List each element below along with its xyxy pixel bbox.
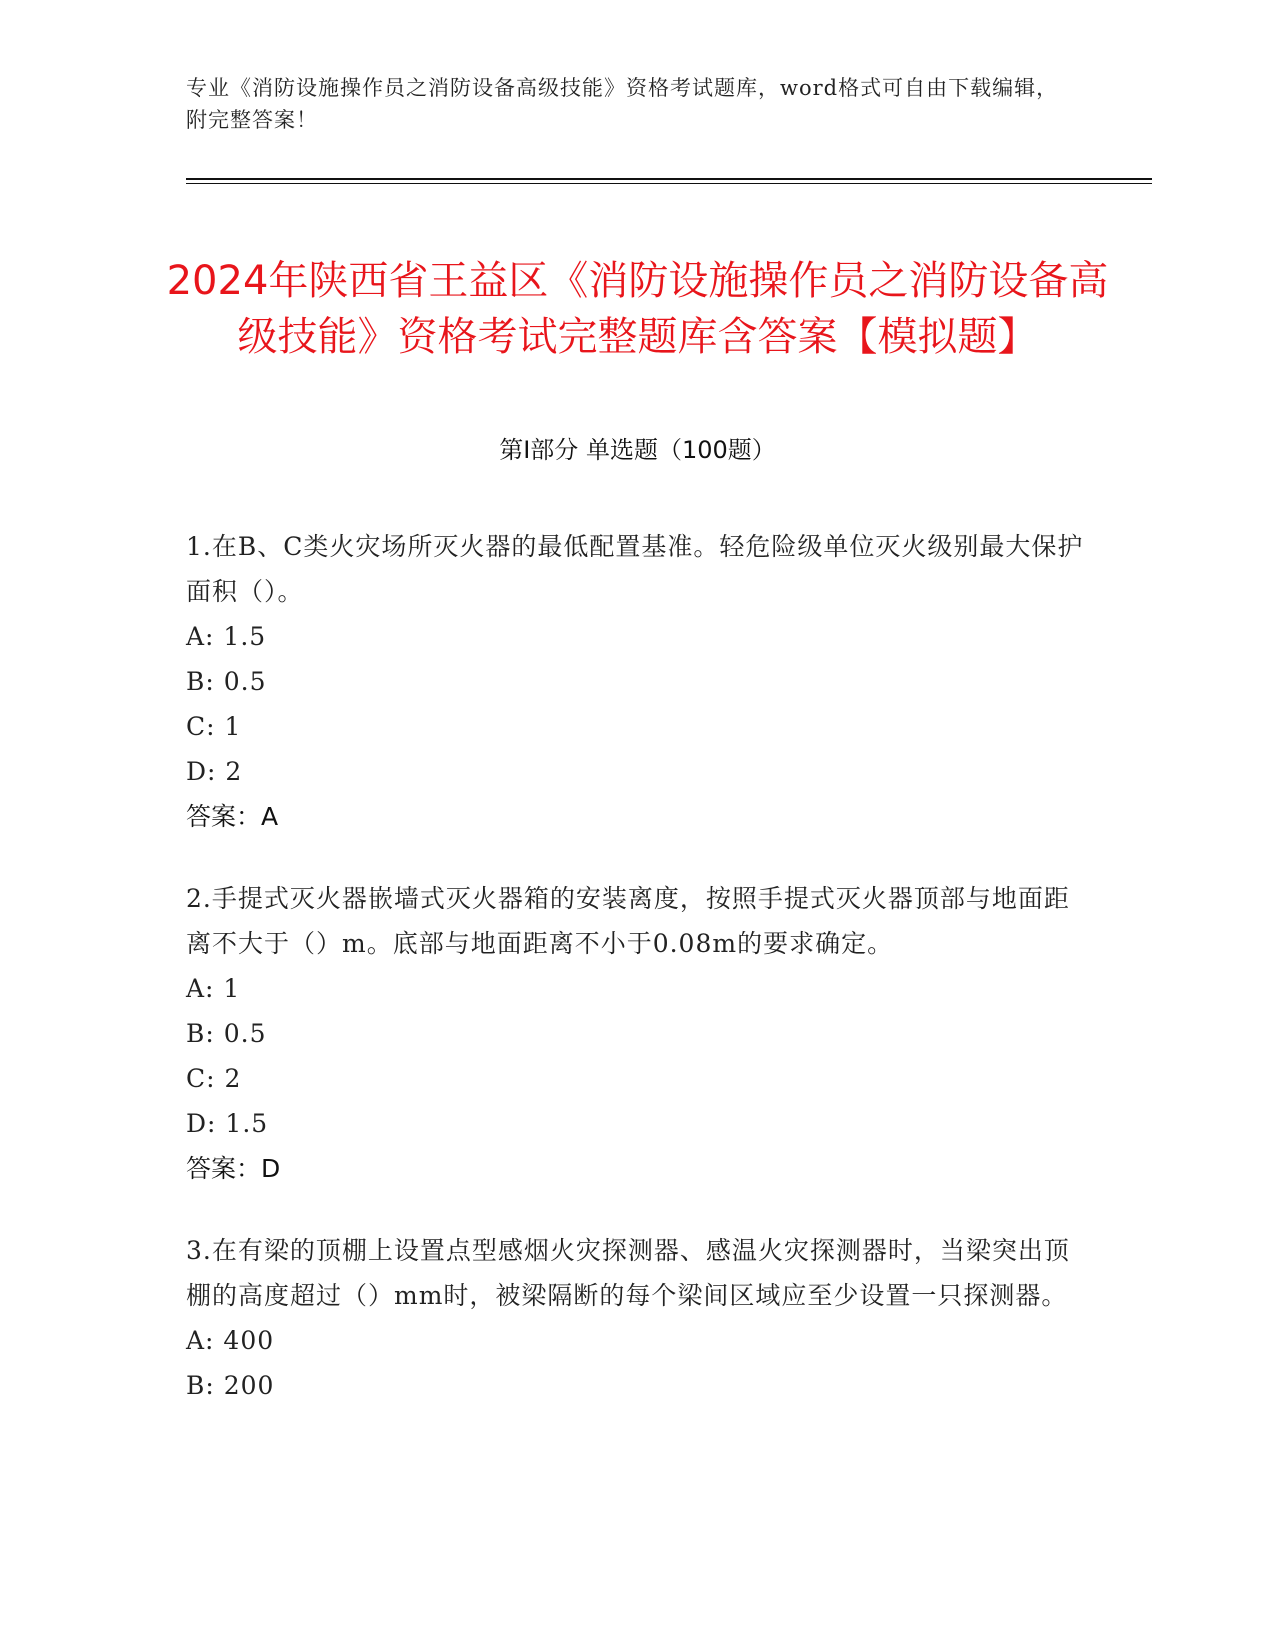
question-2: [186, 876, 1086, 1191]
option-c: C: 2: [186, 1064, 242, 1093]
question-3: [186, 1228, 1086, 1408]
answer: 答案：D: [186, 1154, 281, 1183]
question-stem: 1.在B、C类火灾场所灭火器的最低配置基准。轻危险级单位灭火级别最大保护面积（）。: [186, 532, 1084, 606]
option-c: C: 1: [186, 712, 242, 741]
question-stem: 2.手提式灭火器嵌墙式灭火器箱的安装离度，按照手提式灭火器顶部与地面距离不大于（）m。底部与地面距离不小于0.08m的要求确定。: [186, 884, 1070, 958]
option-a: A: 400: [186, 1326, 275, 1355]
option-b: B: 0.5: [186, 667, 267, 696]
question-stem: 3.在有梁的顶棚上设置点型感烟火灾探测器、感温火灾探测器时，当梁突出顶棚的高度超过（）mm时，被梁隔断的每个梁间区域应至少设置一只探测器。: [186, 1236, 1070, 1310]
answer: 答案：A: [186, 802, 279, 831]
option-d: D: 2: [186, 757, 243, 786]
option-a: A: 1: [186, 974, 241, 1003]
option-d: D: 1.5: [186, 1109, 269, 1138]
option-b: B: 0.5: [186, 1019, 267, 1048]
document-title: 2024年陕西省王益区《消防设施操作员之消防设备高级技能》资格考试完整题库含答案【模拟题】: [166, 257, 1109, 360]
option-a: A: 1.5: [186, 622, 267, 651]
question-1: [186, 524, 1086, 839]
header-note: 专业《消防设施操作员之消防设备高级技能》资格考试题库，word格式可自由下载编辑，附完整答案！: [186, 76, 1059, 132]
header-divider-thick: [186, 178, 1152, 180]
question-list: [186, 524, 1086, 1445]
option-b: B: 200: [186, 1371, 275, 1400]
header-divider-thin: [186, 183, 1152, 184]
section-title: 第I部分 单选题（100题）: [499, 436, 776, 464]
